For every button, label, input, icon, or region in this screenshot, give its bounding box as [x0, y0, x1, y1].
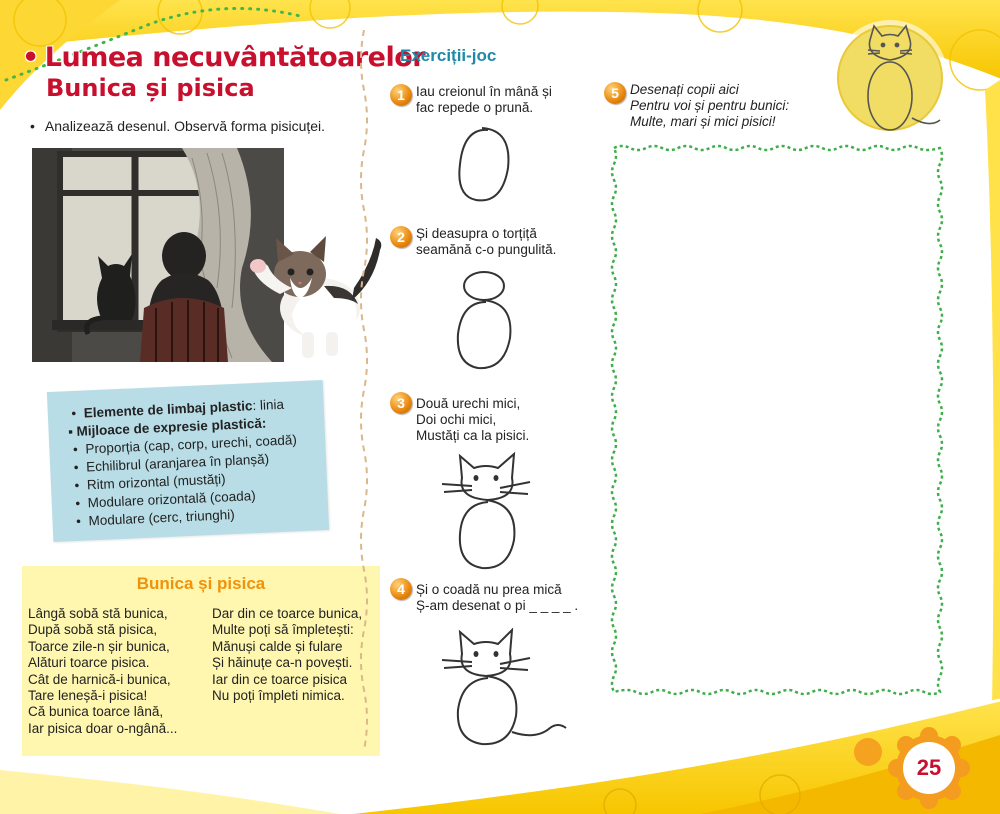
step-3-text: Două urechi mici, Doi ochi mici, Mustăți ca la pisici. [416, 396, 530, 443]
plastic-elements-box [47, 380, 329, 542]
elements-label: Elemente de limbaj plastic [83, 398, 253, 421]
step-1-badge: 1 [390, 84, 412, 106]
poem-line: Nu poți împleti nimica. [212, 688, 345, 704]
drawing-step-2 [440, 262, 530, 378]
poem-line: Multe poți să împletești: [212, 622, 354, 638]
step-5-badge: 5 [604, 82, 626, 104]
instruction-text: Analizează desenul. Observă forma pisicuței. [44, 118, 326, 134]
step-5-text: Desenați copii aici Pentru voi și pentru bunici: Multe, mari și mici pisici! [630, 82, 790, 129]
instruction [30, 118, 325, 134]
list-item: • Proporția (cap, corp, urechi, coadă) [72, 432, 298, 457]
drawing-step-3 [436, 448, 536, 574]
poem-line: Și hăinuțe ca-n povești. [212, 655, 353, 671]
step-4-badge: 4 [390, 578, 412, 600]
step-1-text: Iau creionul în mână și fac repede o prună. [416, 84, 552, 115]
poem-line: Mănuși calde și fulare [212, 638, 343, 654]
poem-line: Că bunica toarce lână, [28, 704, 164, 720]
drawing-step-4 [440, 628, 570, 752]
page-subtitle: Bunica și pisica [46, 74, 255, 102]
step-4-text: Și o coadă nu prea mică Ș-am desenat o pi _ _ _ _ . [416, 582, 579, 613]
poem-column-left [28, 606, 177, 737]
step-2-text: Și deasupra o torțiță seamănă c-o pungulită. [416, 226, 557, 257]
drawing-step-1 [440, 120, 530, 210]
poem-line: Tare leneșă-i pisica! [28, 688, 148, 704]
elements-row: • Elemente de limbaj plastic: linia [71, 396, 285, 422]
means-colon: : [261, 415, 267, 431]
page-number: 25 [916, 755, 942, 780]
poem-line: Iar din ce toarce pisica [212, 671, 348, 687]
step-2-badge: 2 [390, 226, 412, 248]
list-item: • Ritm orizontal (mustăți) [74, 471, 226, 493]
drawing-area[interactable] [610, 144, 944, 696]
title-main-text: Lumea necuvântătoarelor [44, 42, 426, 73]
title-bullet: • [22, 42, 39, 73]
list-item: • Modulare (cerc, triunghi) [75, 507, 236, 529]
poem-line: Dar din ce toarce bunica, [212, 606, 363, 621]
poem-column-right [212, 606, 362, 704]
poem-title: Bunica și pisica [136, 574, 266, 593]
column-divider [357, 30, 371, 750]
poem-line: Iar pisica doar o-ngână... [28, 720, 178, 736]
means-row: ▪ Mijloace de expresie plastică: [67, 415, 267, 440]
poem-line: Cât de harnică-i bunica, [28, 671, 171, 687]
list-item: • Modulare orizontală (coada) [75, 488, 256, 511]
exercises-title: Exerciții-joc [400, 46, 497, 65]
step-3-badge: 3 [390, 392, 412, 414]
poem-line: Toarce zile-n șir bunica, [28, 638, 170, 654]
poem-box [22, 566, 380, 756]
instruction-bullet: • [30, 118, 35, 134]
means-label: Mijloace de expresie plastică [76, 415, 263, 439]
elements-value: : linia [252, 396, 285, 414]
list-item: • Echilibrul (aranjarea în planșă) [73, 451, 270, 475]
poem-line: Alături toarce pisica. [28, 655, 150, 671]
poem-line: După sobă stă pisica, [28, 622, 158, 638]
poem-line: Lângă sobă stă bunica, [28, 606, 168, 621]
